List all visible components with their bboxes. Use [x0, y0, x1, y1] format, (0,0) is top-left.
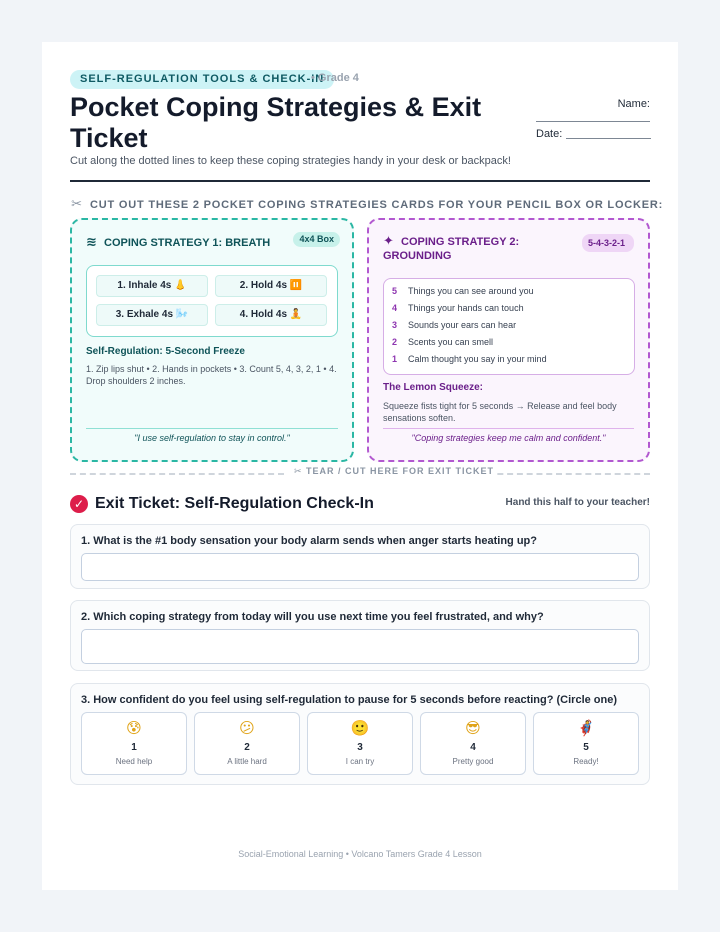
- confused-face-icon: 😕: [239, 720, 255, 737]
- wind-icon: ≋: [86, 234, 97, 249]
- grounding-quote: "Coping strategies keep me calm and confident.": [383, 428, 634, 443]
- question-1: [70, 524, 650, 589]
- list-item: 4 Things your hands can touch: [392, 303, 524, 313]
- question-3-label: 3. How confident do you feel using self-regulation to pause for 5 seconds before reacting? (Circle one): [81, 694, 618, 706]
- breath-quote: "I use self-regulation to stay in control.": [86, 428, 338, 443]
- anxious-face-icon: 😰: [126, 720, 142, 737]
- confidence-option-4[interactable]: 😎 4 Pretty good: [420, 712, 526, 775]
- confidence-option-1[interactable]: 😰 1 Need help: [81, 712, 187, 775]
- smile-face-icon: 🙂: [350, 720, 370, 737]
- list-item: 1 Calm thought you say in your mind: [392, 354, 547, 364]
- breath-step: 4. Hold 4s 🧘: [215, 304, 327, 326]
- check-icon: ✓: [70, 495, 88, 513]
- freeze-steps: 1. Zip lips shut • 2. Hands in pockets • 3. Count 5, 4, 3, 2, 1 • 4. Drop shoulders 2 inches.: [86, 364, 337, 386]
- cut-instruction: ✂ CUT OUT THESE 2 POCKET COPING STRATEGIES CARDS FOR YOUR PENCIL BOX OR LOCKER:: [71, 196, 664, 211]
- hand-in-note: Hand this half to your teacher!: [505, 497, 650, 508]
- header-divider: [70, 180, 650, 182]
- grounding-list: [383, 278, 635, 375]
- box-breathing-grid: [86, 265, 338, 337]
- page-subtitle: Cut along the dotted lines to keep these coping strategies handy in your desk or backpack!: [70, 155, 511, 167]
- name-label: Name:: [617, 98, 650, 110]
- breath-card: [70, 218, 354, 462]
- worksheet: [42, 42, 678, 890]
- breath-step: 1. Inhale 4s 👃: [96, 275, 208, 297]
- lemon-heading: The Lemon Squeeze:: [383, 382, 484, 393]
- confidence-option-3[interactable]: 🙂 3 I can try: [307, 712, 413, 775]
- confidence-option-5[interactable]: 🦸 5 Ready!: [533, 712, 639, 775]
- freeze-heading: Self-Regulation: 5-Second Freeze: [86, 346, 245, 357]
- question-3: [70, 683, 650, 785]
- confidence-option-2[interactable]: 😕 2 A little hard: [194, 712, 300, 775]
- sunglasses-face-icon: 😎: [465, 720, 481, 737]
- grounding-card: [367, 218, 650, 462]
- scissors-icon: ✂: [294, 466, 307, 476]
- exit-ticket-title: Exit Ticket: Self-Regulation Check-In: [95, 495, 374, 512]
- tear-label: ✂ TEAR / CUT HERE FOR EXIT TICKET: [294, 466, 495, 476]
- question-2: [70, 600, 650, 671]
- breath-step: 3. Exhale 4s 🌬️: [96, 304, 208, 326]
- scissors-icon: ✂: [71, 196, 83, 211]
- list-item: 2 Scents you can smell: [392, 337, 494, 347]
- date-label: Date:: [536, 128, 563, 140]
- question-2-answer[interactable]: [81, 629, 639, 664]
- date-field[interactable]: [536, 128, 651, 140]
- section-tag: SELF-REGULATION TOOLS & CHECK-IN: [70, 70, 334, 89]
- list-item: 3 Sounds your ears can hear: [392, 320, 517, 330]
- question-1-answer[interactable]: [81, 553, 639, 581]
- page-footer: Social-Emotional Learning • Volcano Tamers Grade 4 Lesson: [238, 849, 482, 859]
- lemon-steps: Squeeze fists tight for 5 seconds → Release and feel body sensations soften.: [383, 401, 617, 423]
- page-title: Pocket Coping Strategies & Exit Ticket: [70, 92, 482, 153]
- tear-line: [70, 466, 650, 480]
- question-2-label: 2. Which coping strategy from today will you use next time you feel frustrated, and why?: [81, 611, 544, 623]
- grounding-badge: 5-4-3-2-1: [582, 234, 634, 252]
- grounding-card-title: ✦ COPING STRATEGY 2: GROUNDING: [383, 233, 520, 262]
- name-field[interactable]: [536, 98, 650, 122]
- list-item: 5 Things you can see around you: [392, 286, 534, 296]
- question-1-label: 1. What is the #1 body sensation your body alarm sends when anger starts heating up?: [81, 535, 537, 547]
- breath-card-title: ≋ COPING STRATEGY 1: BREATH: [86, 234, 271, 249]
- superhero-icon: 🦸: [576, 720, 596, 737]
- breath-badge: 4x4 Box: [293, 232, 340, 247]
- breath-step: 2. Hold 4s ⏸️: [215, 275, 327, 297]
- sparkle-icon: ✦: [383, 233, 394, 248]
- grade-label: • Grade 4: [311, 72, 359, 84]
